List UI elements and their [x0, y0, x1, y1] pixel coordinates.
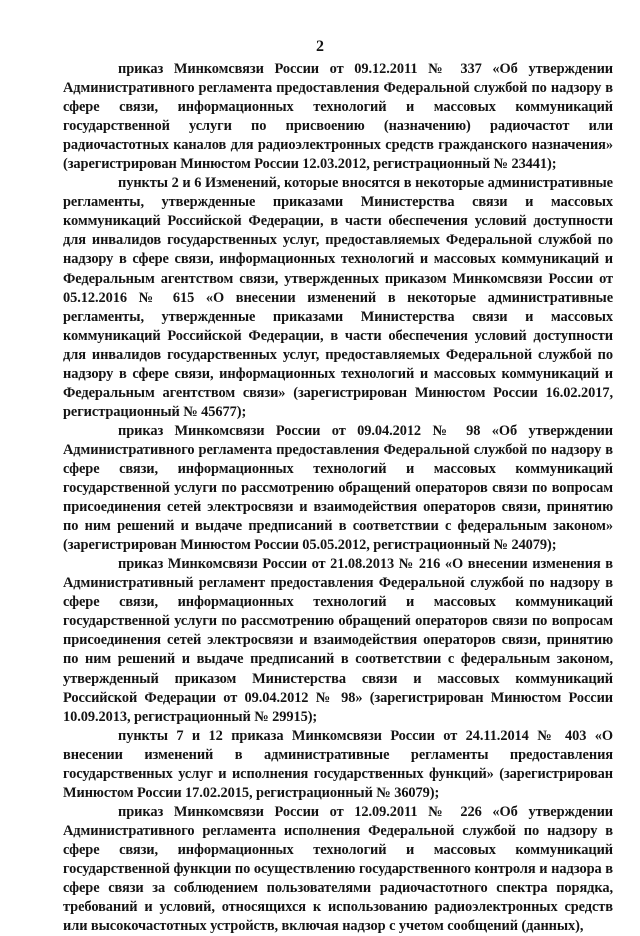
paragraph-order-337: приказ Минкомсвязи России от 09.12.2011 № 337 «Об утверждении Административного регламента предоставления Федеральной службой по надзору в сфере связи, информационных технологий и массовых коммуникаций государственной услуги по присвоению (назначению) радиочастот или радиочастотных каналов для радиоэлектронных средств гражданского назначения» (зарегистрирован Минюстом России 12.03.2012, регистрационный № 23441); — [63, 61, 613, 173]
paragraph-order-615-items: пункты 2 и 6 Изменений, которые вносятся в некоторые административные регламенты, утвержденные приказами Министерства связи и массовых коммуникаций Российской Федерации, в части обеспечения условий доступности для инвалидов государственных услуг, предоставляемых Федеральной службой по надзору в сфере связи, информационных технологий и массовых коммуникаций и Федеральным агентством связи, утвержденных приказом Минкомсвязи России от 05.12.2016 № 615 «О внесении изменений в некоторые административные регламенты, утвержденные приказами Министерства связи и массовых коммуникаций Российской Федерации, в части обеспечения условий доступности для инвалидов государственных услуг, предоставляемых Федеральной службой по надзору в сфере связи, информационных технологий и массовых коммуникаций и Федеральным агентством связи» (зарегистрирован Минюстом России 16.02.2017, регистрационный № 45677); — [63, 175, 613, 420]
paragraph-order-216: приказ Минкомсвязи России от 21.08.2013 № 216 «О внесении изменения в Административный регламент предоставления Федеральной службой по надзору в сфере связи, информационных технологий и массовых коммуникаций государственной услуги по рассмотрению обращений операторов связи по вопросам присоединения сетей электросвязи и взаимодействия операторов связи, принятию по ним решений и выдаче предписаний в соответствии с федеральным законом, утвержденный приказом Министерства связи и массовых коммуникаций Российской Федерации от 09.04.2012 № 98» (зарегистрирован Минюстом России 10.09.2013, регистрационный № 29915); — [63, 556, 613, 725]
document-body — [63, 60, 613, 936]
page-number: 2 — [316, 38, 324, 55]
paragraph-order-403-items: пункты 7 и 12 приказа Минкомсвязи России от 24.11.2014 № 403 «О внесении изменений в административные регламенты предоставления государственных услуг и исполнения государственных функций» (зарегистрирован Минюстом России 17.02.2015, регистрационный № 36079); — [63, 727, 613, 801]
paragraph-order-226: приказ Минкомсвязи России от 12.09.2011 № 226 «Об утверждении Административного регламента исполнения Федеральной службой по надзору в сфере связи, информационных технологий и массовых коммуникаций государственной функции по осуществлению государственного контроля и надзора в сфере связи за соблюдением пользователями радиочастотного спектра порядка, требований и условий, относящихся к использованию радиоэлектронных средств или высокочастотных устройств, включая надзор с учетом сообщений (данных), — [63, 803, 613, 935]
paragraph-order-98: приказ Минкомсвязи России от 09.04.2012 № 98 «Об утверждении Административного регламента предоставления Федеральной службой по надзору в сфере связи, информационных технологий и массовых коммуникаций государственной услуги по рассмотрению обращений операторов связи по вопросам присоединения сетей электросвязи и взаимодействия операторов связи, принятию по ним решений и выдаче предписаний в соответствии с федеральным законом» (зарегистрирован Минюстом России 05.05.2012, регистрационный № 24079); — [63, 422, 613, 554]
